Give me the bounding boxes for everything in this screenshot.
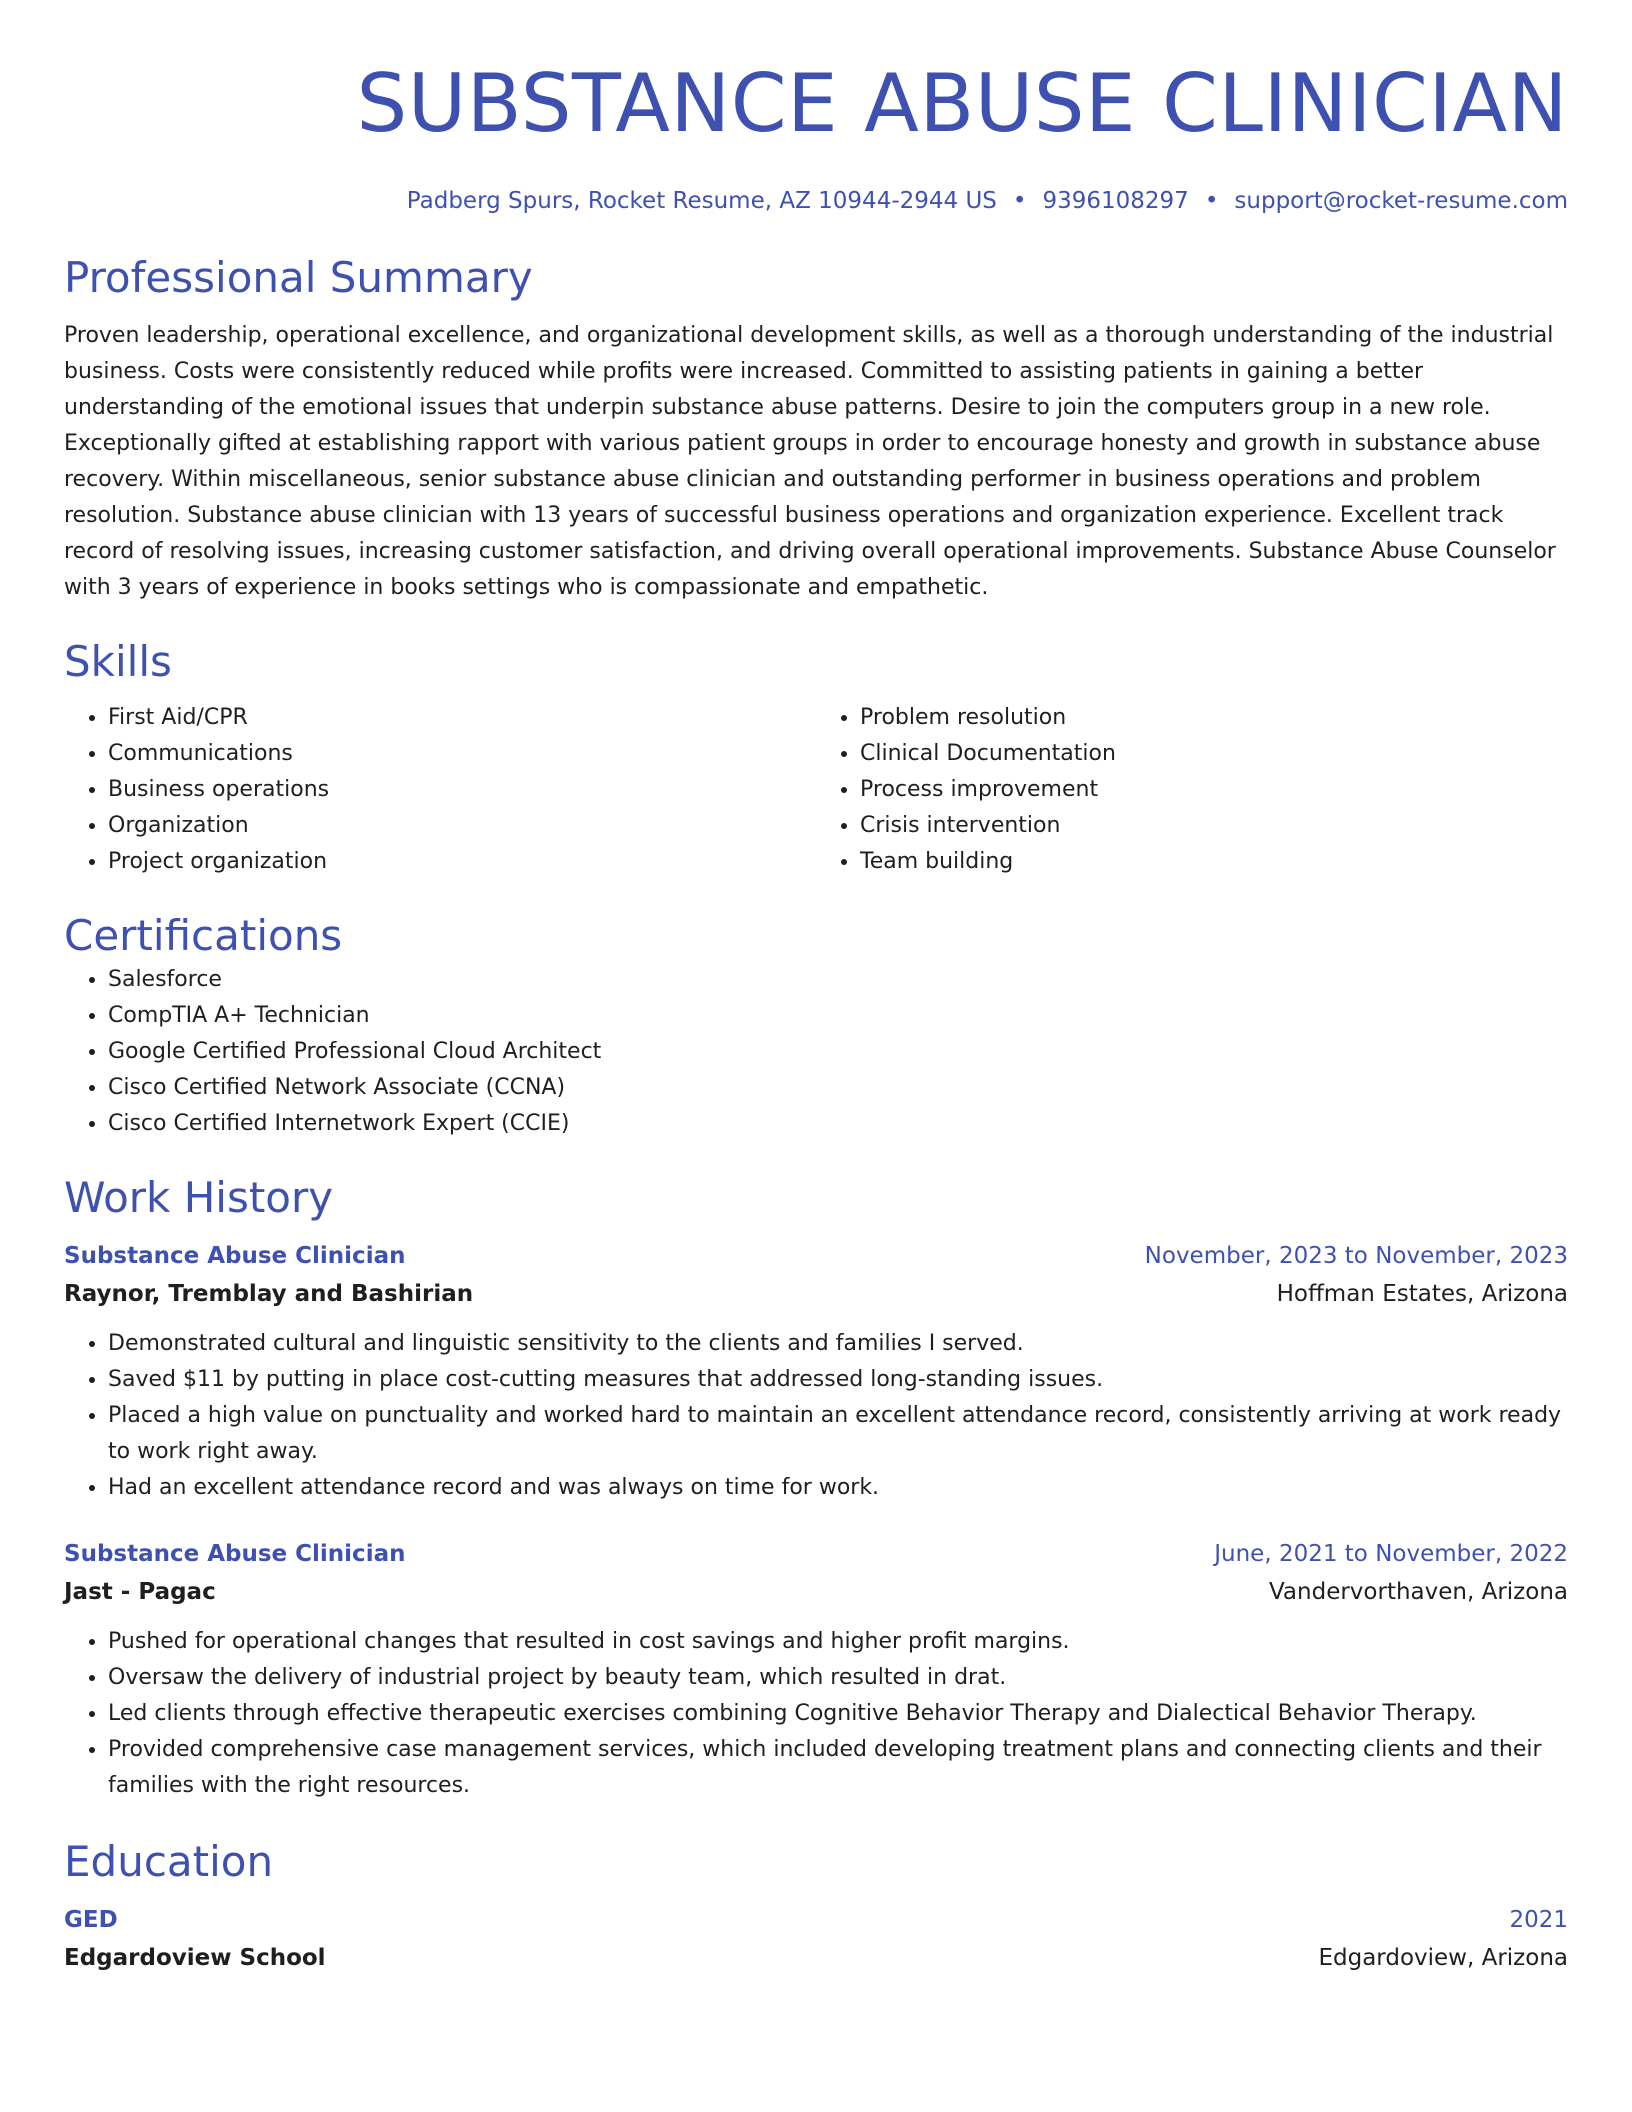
skill-item: • Business operations: [108, 772, 816, 808]
summary-text: Proven leadership, operational excellence, and organizational development skills, as well as a thorough understanding of the industrial business. Costs were consistently reduced while profits were increased. Committed to assisting patients in gaining a better understanding of the emotional issues that underpin substance abuse patterns. Desire to join the computers group in a new role. Exceptionally gifted at establishing rapport with various patient groups in order to encourage honesty and growth in substance abuse recovery. Within miscellaneous, senior substance abuse clinician and outstanding performer in business operations and problem resolution. Substance abuse clinician with 13 years of successful business operations and organization experience. Excellent track record of resolving issues, increasing customer satisfaction, and driving overall operational improvements. Substance Abuse Counselor with 3 years of experience in books settings who is compassionate and empathetic.: [64, 323, 1556, 600]
job-bullet: • Led clients through effective therapeutic exercises combining Cognitive Behavior Therapy and Dialectical Behavior Therapy.: [108, 1696, 1568, 1732]
job-header-row: [64, 1240, 1568, 1272]
contact-address: Padberg Spurs, Rocket Resume, AZ 10944-2944 US: [406, 188, 997, 214]
skills-list-left: [64, 700, 816, 880]
job-bullet: • Demonstrated cultural and linguistic sensitivity to the clients and families I served.: [108, 1326, 1568, 1362]
skill-item: • First Aid/CPR: [108, 700, 816, 736]
job-location: Vandervorthaven, Arizona: [1268, 1579, 1568, 1605]
skill-item: • Project organization: [108, 844, 816, 880]
skill-item: • Organization: [108, 808, 816, 844]
work-history-heading: Work History: [64, 1173, 334, 1222]
education-location: Edgardoview, Arizona: [1318, 1945, 1568, 1971]
job-bullet: • Pushed for operational changes that resulted in cost savings and higher profit margins.: [108, 1624, 1568, 1660]
certification-item: • Google Certified Professional Cloud Architect: [108, 1034, 1568, 1070]
certification-item: • Salesforce: [108, 962, 1568, 998]
skill-item: • Crisis intervention: [860, 808, 1568, 844]
job-bullets: [64, 1326, 1568, 1506]
contact-email[interactable]: support@rocket-resume.com: [1234, 188, 1568, 214]
skill-item: • Team building: [860, 844, 1568, 880]
job-entry: [64, 1240, 1568, 1506]
education-school-row: [64, 1942, 1568, 1974]
contact-phone: 9396108297: [1042, 188, 1189, 214]
job-company: Raynor, Tremblay and Bashirian: [64, 1281, 474, 1307]
resume-header: [64, 56, 1568, 216]
contact-line: [64, 186, 1568, 216]
contact-separator: •: [1012, 188, 1027, 214]
education-degree: GED: [64, 1907, 118, 1933]
job-entry: [64, 1538, 1568, 1804]
job-location: Hoffman Estates, Arizona: [1276, 1281, 1568, 1307]
job-bullet: • Saved $11 by putting in place cost-cutting measures that addressed long-standing issues.: [108, 1362, 1568, 1398]
certifications-list: [64, 962, 1568, 1142]
contact-separator: •: [1204, 188, 1219, 214]
job-bullet: • Oversaw the delivery of industrial project by beauty team, which resulted in drat.: [108, 1660, 1568, 1696]
job-title-heading: SUBSTANCE ABUSE CLINICIAN: [356, 57, 1568, 150]
education-heading: Education: [64, 1837, 274, 1886]
job-position: Substance Abuse Clinician: [64, 1243, 406, 1269]
certification-item: • CompTIA A+ Technician: [108, 998, 1568, 1034]
job-bullet: • Provided comprehensive case management services, which included developing treatment plans and connecting clients and their families with the right resources.: [108, 1732, 1568, 1804]
skill-item: • Problem resolution: [860, 700, 1568, 736]
skill-item: • Process improvement: [860, 772, 1568, 808]
job-bullet: • Placed a high value on punctuality and worked hard to maintain an excellent attendance record, consistently arriving at work ready to work right away.: [108, 1398, 1568, 1470]
job-bullets: [64, 1624, 1568, 1804]
skill-item: • Clinical Documentation: [860, 736, 1568, 772]
job-employer-row: [64, 1278, 1568, 1310]
skill-item: • Communications: [108, 736, 816, 772]
skills-list-right: [816, 700, 1568, 880]
education-school: Edgardoview School: [64, 1945, 326, 1971]
certification-item: • Cisco Certified Internetwork Expert (CCIE): [108, 1106, 1568, 1142]
skills-heading: Skills: [64, 637, 172, 686]
certifications-heading: Certifications: [64, 911, 343, 960]
job-dates: June, 2021 to November, 2022: [1214, 1541, 1568, 1567]
certification-item: • Cisco Certified Network Associate (CCNA): [108, 1070, 1568, 1106]
job-employer-row: [64, 1576, 1568, 1608]
summary-heading: Professional Summary: [64, 253, 533, 302]
job-company: Jast - Pagac: [64, 1579, 216, 1605]
education-entry: [64, 1904, 1568, 1974]
skills-grid: [64, 700, 1568, 880]
job-dates: November, 2023 to November, 2023: [1144, 1243, 1568, 1269]
education-header-row: [64, 1904, 1568, 1936]
job-bullet: • Had an excellent attendance record and was always on time for work.: [108, 1470, 1568, 1506]
job-header-row: [64, 1538, 1568, 1570]
education-year: 2021: [1509, 1907, 1568, 1933]
job-position: Substance Abuse Clinician: [64, 1541, 406, 1567]
